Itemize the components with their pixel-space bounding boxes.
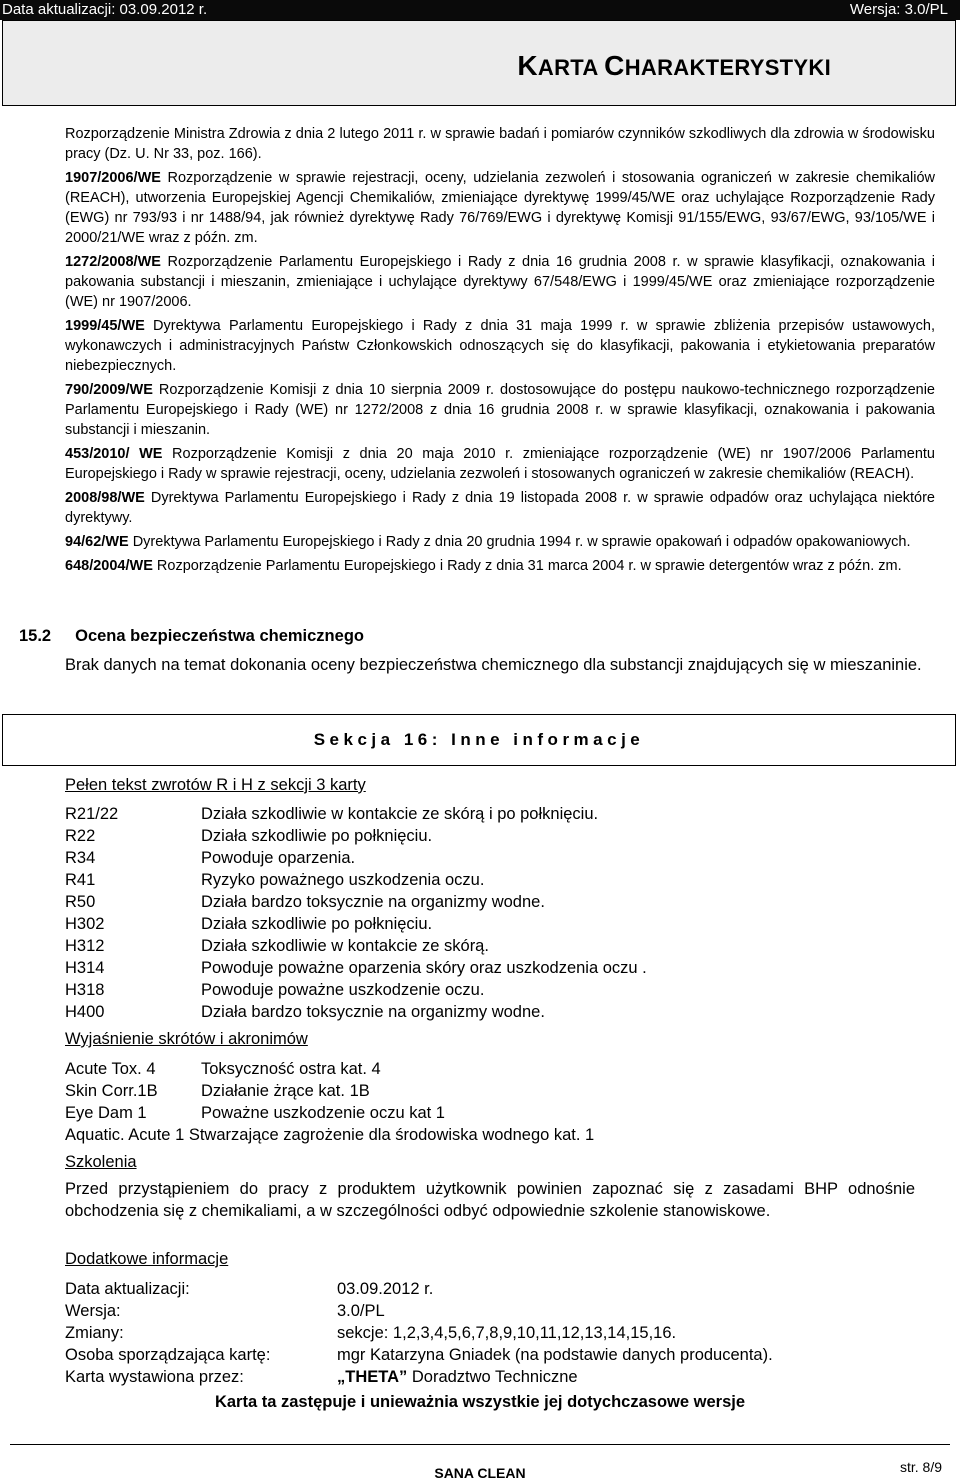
legal-item: 453/2010/ WE Rozporządzenie Komisji z dnia 20 maja 2010 r. zmieniające rozporządzenie (WE) nr 1907/2006 Parlamentu Europejskiego i Rady w sprawie rejestracji, oceny, udzielania zezwoleń i stosowanych ograniczeń w zakresie chemikaliów (REACH). xyxy=(65,446,935,482)
abbreviations-list xyxy=(65,1058,594,1146)
section-16-box xyxy=(2,714,956,766)
page-number: str. 8/9 xyxy=(899,1459,942,1475)
list-item: Acute Tox. 4 Toksyczność ostra kat. 4 xyxy=(65,1060,381,1078)
section-15-2-text: Brak danych na temat dokonania oceny bezpieczeństwa chemicznego dla substancji znajdujących się w mieszaninie. xyxy=(65,656,922,674)
legal-item: Rozporządzenie Ministra Zdrowia z dnia 2 lutego 2011 r. w sprawie badań i pomiarów czynników szkodliwych dla zdrowia w środowisku pracy (Dz. U. Nr 33, poz. 166). xyxy=(65,126,935,162)
legal-item: 648/2004/WE Rozporządzenie Parlamentu Europejskiego i Rady z dnia 31 marca 2004 r. w sprawie detergentów wraz z późn. zm. xyxy=(65,558,902,574)
legal-item: 1272/2008/WE Rozporządzenie Parlamentu Europejskiego i Rady z dnia 16 grudnia 2008 r. w sprawie klasyfikacji, oznakowania i pakowania substancji i mieszanin, zmieniające i uchylające dyrektywy 67/548/EWG i 1999/45/WE oraz zmieniające rozporządzenie (WE) nr 1907/2006. xyxy=(65,254,935,310)
product-name: SANA CLEAN xyxy=(434,1465,526,1481)
list-item: Eye Dam 1 Poważne uszkodzenie oczu kat 1 xyxy=(65,1104,445,1122)
legal-item: 1999/45/WE Dyrektywa Parlamentu Europejskiego i Rady z dnia 31 maja 1999 r. w sprawie zbliżenia przepisów ustawowych, wykonawczych i administracyjnych Państw Członkowskich odnoszących się do klasyfikacji, pakowania i etykietowania preparatów niebezpiecznych. xyxy=(65,318,935,374)
footer-divider xyxy=(10,1444,950,1445)
abbr-heading: Wyjaśnienie skrótów i akronimów xyxy=(65,1030,308,1048)
top-bar xyxy=(0,0,960,20)
list-item: Skin Corr.1B Działanie żrące kat. 1B xyxy=(65,1082,370,1100)
replaces-note: Karta ta zastępuje i unieważnia wszystkie jej dotychczasowe wersje xyxy=(214,1393,746,1411)
header-version: Wersja: 3.0/PL xyxy=(849,1,948,18)
training-heading: Szkolenia xyxy=(65,1153,137,1171)
section-16-title: Sekcja 16: Inne informacje xyxy=(313,730,645,749)
header-date: Data aktualizacji: 03.09.2012 r. xyxy=(2,1,208,18)
section-15-2-heading xyxy=(19,627,364,646)
document-title: KARTA CHARAKTERYSTYKI xyxy=(517,50,831,81)
legal-references xyxy=(65,124,935,580)
section-title: Ocena bezpieczeństwa chemicznego xyxy=(75,627,364,645)
section-number: 15.2 xyxy=(19,627,52,645)
legal-item: 2008/98/WE Dyrektywa Parlamentu Europejskiego i Rady z dnia 19 listopada 2008 r. w sprawie odpadów oraz uchylająca niektóre dyrektywy. xyxy=(65,490,935,526)
document-header xyxy=(2,20,956,106)
legal-item: 94/62/WE Dyrektywa Parlamentu Europejskiego i Rady z dnia 20 grudnia 1994 r. w sprawie opakowań i odpadów opakowaniowych. xyxy=(65,534,911,550)
list-item: Aquatic. Acute 1 Stwarzające zagrożenie dla środowiska wodnego kat. 1 xyxy=(65,1126,595,1144)
training-text: Przed przystąpieniem do pracy z produktem użytkownik powinien zapoznać się z zasadami BHP odnośnie obchodzenia się z chemikaliami, a w szczególności odbyć odpowiednie szkolenie stanowiskowe. xyxy=(65,1180,915,1220)
legal-item: 1907/2006/WE Rozporządzenie w sprawie rejestracji, oceny, udzielania zezwoleń i stosowania ograniczeń w zakresie chemikaliów (REACH), utworzenia Europejskiej Agencji Chemikaliów, zmieniające dyrektywę 1999/45/WE oraz uchylające Rozporządzenie Rady (EWG) nr 793/93 i nr 1488/94, jak również dyrektywę Rady 76/769/EWG i dyrektywę Komisji 91/155/EWG, 93/67/EWG, 93/105/WE i 2000/21/WE wraz z późn. zm. xyxy=(65,170,935,246)
issuer-name: „THETA” xyxy=(337,1368,408,1386)
phrases-heading: Pełen tekst zwrotów R i H z sekcji 3 karty xyxy=(65,776,366,794)
additional-heading: Dodatkowe informacje xyxy=(65,1250,229,1268)
legal-item: 790/2009/WE Rozporządzenie Komisji z dnia 10 sierpnia 2009 r. dostosowujące do postępu naukowo-technicznego rozporządzenie Parlamentu Europejskiego i Rady (WE) nr 1272/2008 z dnia 16 grudnia 2008 r. w sprawie klasyfikacji, oznakowania i pakowania substancji i mieszanin. xyxy=(65,382,935,438)
